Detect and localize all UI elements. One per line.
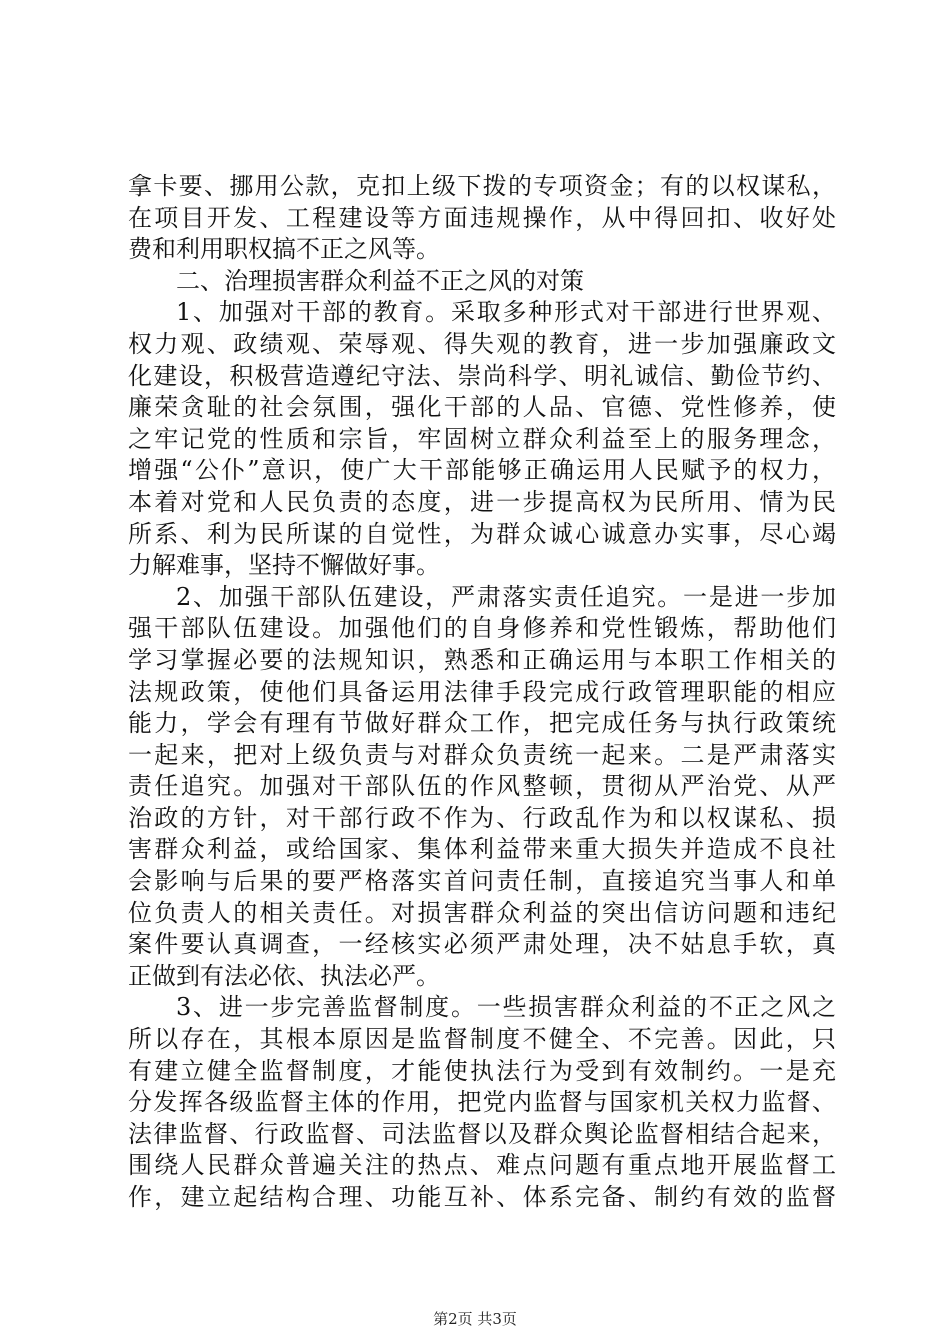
text-line: 所系、利为民所谋的自觉性，为群众诚心诚意办实事，尽心竭: [128, 519, 836, 548]
text-line: 一起来，把对上级负责与对群众负责统一起来。二是严肃落实: [128, 740, 836, 769]
text-line: 二、治理损害群众利益不正之风的对策: [176, 266, 584, 295]
page-footer: 第2页 共3页: [433, 1310, 517, 1328]
text-line: 增强“公仆”意识，使广大干部能够正确运用人民赋予的权力，: [128, 456, 836, 485]
text-line: 强干部队伍建设。加强他们的自身修养和党性锻炼，帮助他们: [128, 614, 836, 643]
text-line: 所以存在，其根本原因是监督制度不健全、不完善。因此，只: [128, 1025, 836, 1054]
text-line: 作，建立起结构合理、功能互补、体系完备、制约有效的监督: [128, 1183, 836, 1211]
text-line: 法律监督、行政监督、司法监督以及群众舆论监督相结合起来，: [128, 1119, 836, 1148]
text-line: 围绕人民群众普遍关注的热点、难点问题有重点地开展监督工: [128, 1151, 836, 1180]
text-line: 1、加强对干部的教育。采取多种形式对干部进行世界观、: [176, 298, 836, 327]
text-line: 化建设，积极营造遵纪守法、崇尚科学、明礼诚信、勤俭节约、: [128, 361, 836, 390]
text-line: 廉荣贪耻的社会氛围，强化干部的人品、官德、党性修养，使: [128, 393, 836, 422]
document-body: [128, 171, 836, 1214]
text-line: 法规政策，使他们具备运用法律手段完成行政管理职能的相应: [128, 677, 836, 706]
text-line: 2、加强干部队伍建设，严肃落实责任追究。一是进一步加: [176, 582, 836, 611]
text-line: 拿卡要、挪用公款，克扣上级下拨的专项资金；有的以权谋私，: [128, 172, 836, 200]
text-line: 案件要认真调查，一经核实必须严肃处理，决不姑息手软，真: [128, 930, 836, 959]
text-line: 在项目开发、工程建设等方面违规操作，从中得回扣、收好处: [128, 203, 836, 232]
text-line: 位负责人的相关责任。对损害群众利益的突出信访问题和违纪: [128, 898, 836, 927]
text-line: 有建立健全监督制度，才能使执法行为受到有效制约。一是充: [128, 1056, 836, 1085]
text-line: 费和利用职权搞不正之风等。: [128, 235, 440, 264]
text-line: 力解难事，坚持不懈做好事。: [128, 551, 440, 580]
text-line: 害群众利益，或给国家、集体利益带来重大损失并造成不良社: [128, 835, 836, 864]
text-line: 会影响与后果的要严格落实首问责任制，直接追究当事人和单: [128, 867, 836, 896]
text-line: 权力观、政绩观、荣辱观、得失观的教育，进一步加强廉政文: [128, 329, 836, 358]
text-line: 能力，学会有理有节做好群众工作，把完成任务与执行政策统: [128, 709, 836, 738]
text-line: 3、进一步完善监督制度。一些损害群众利益的不正之风之: [176, 993, 836, 1022]
text-line: 学习掌握必要的法规知识，熟悉和正确运用与本职工作相关的: [128, 645, 836, 674]
text-line: 分发挥各级监督主体的作用，把党内监督与国家机关权力监督、: [128, 1088, 836, 1117]
text-line: 责任追究。加强对干部队伍的作风整顿，贯彻从严治党、从严: [128, 772, 836, 801]
text-line: 之牢记党的性质和宗旨，牢固树立群众利益至上的服务理念，: [128, 424, 836, 453]
text-line: 正做到有法必依、执法必严。: [128, 961, 440, 990]
text-line: 本着对党和人民负责的态度，进一步提高权为民所用、情为民: [128, 487, 836, 516]
text-line: 治政的方针，对干部行政不作为、行政乱作为和以权谋私、损: [128, 803, 836, 832]
